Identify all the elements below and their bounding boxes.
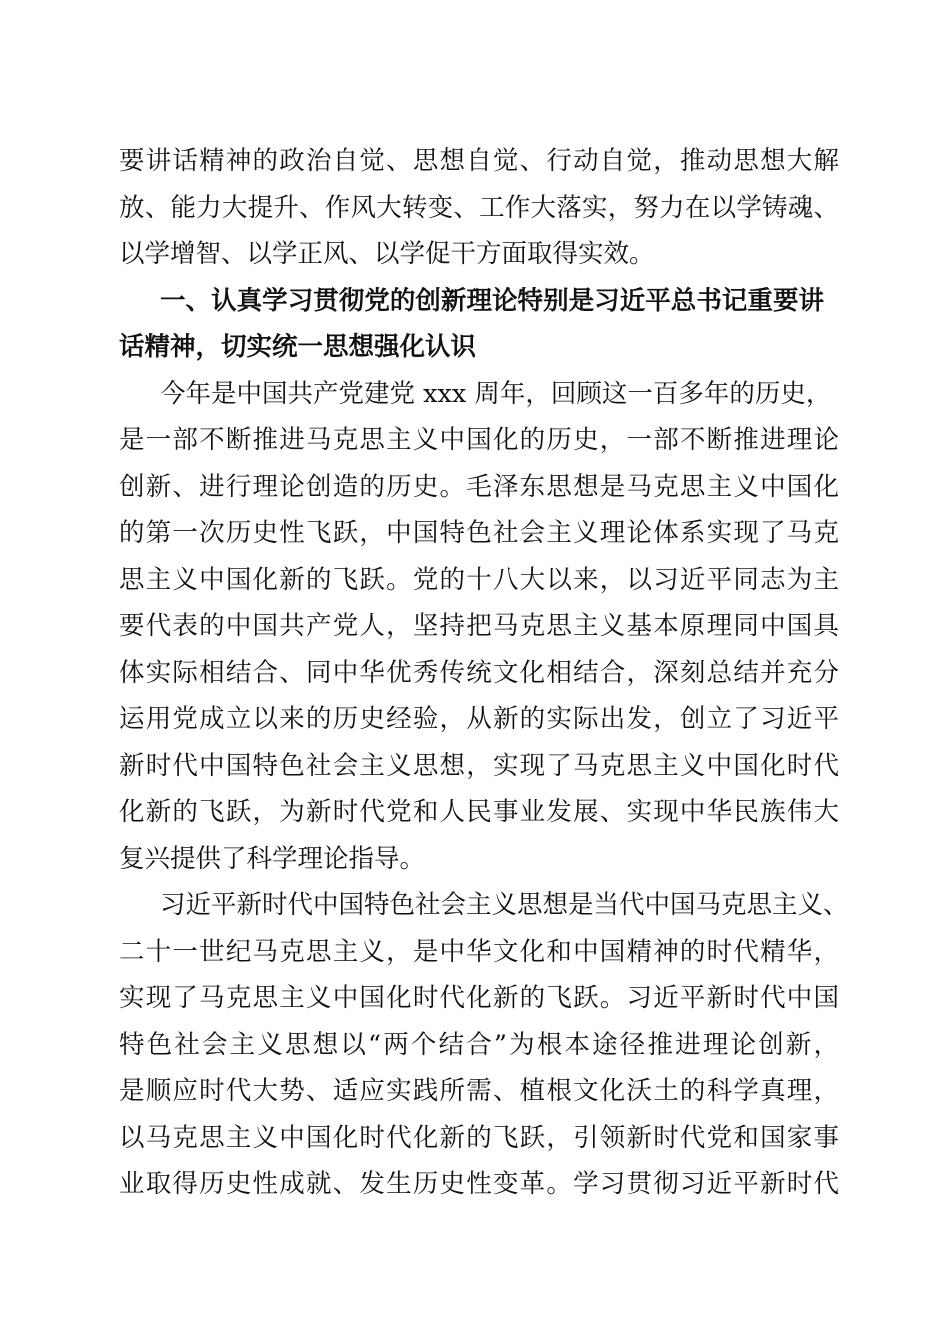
paragraph-line: 今年是中国共产党建党 xxx 周年，回顾这一百多年的历史， <box>160 379 832 409</box>
paragraph-line: 的第一次历史性飞跃，中国特色社会主义理论体系实现了马克 <box>119 518 839 548</box>
intro-line: 要讲话精神的政治自觉、思想自觉、行动自觉，推动思想大解 <box>119 146 839 176</box>
paragraph-line: 体实际相结合、同中华优秀传统文化相结合，深刻总结并充分 <box>119 658 839 688</box>
section-heading-line: 一、认真学习贯彻党的创新理论特别是习近平总书记重要讲 <box>160 286 824 316</box>
paragraph-line: 实现了马克思主义中国化时代化新的飞跃。习近平新时代中国 <box>119 983 839 1013</box>
paragraph-line: 复兴提供了科学理论指导。 <box>119 844 426 874</box>
paragraph-line: 运用党成立以来的历史经验，从新的实际出发，创立了习近平 <box>119 704 839 734</box>
paragraph-line: 以马克思主义中国化时代化新的飞跃，引领新时代党和国家事 <box>119 1123 839 1153</box>
intro-line: 以学增智、以学正风、以学促干方面取得实效。 <box>119 239 655 269</box>
paragraph-line: 二十一世纪马克思主义，是中华文化和中国精神的时代精华， <box>119 937 839 967</box>
paragraph-line: 习近平新时代中国特色社会主义思想是当代中国马克思主义、 <box>160 890 849 920</box>
paragraph-line: 新时代中国特色社会主义思想，实现了马克思主义中国化时代 <box>119 751 839 781</box>
paragraph-line: 思主义中国化新的飞跃。党的十八大以来，以习近平同志为主 <box>119 565 839 595</box>
paragraph-line: 是一部不断推进马克思主义中国化的历史，一部不断推进理论 <box>119 425 839 455</box>
paragraph-line: 创新、进行理论创造的历史。毛泽东思想是马克思主义中国化 <box>119 472 839 502</box>
paragraph-line: 业取得历史性成就、发生历史性变革。学习贯彻习近平新时代 <box>119 1169 839 1199</box>
intro-line: 放、能力大提升、作风大转变、工作大落实，努力在以学铸魂、 <box>119 193 839 223</box>
paragraph-line: 特色社会主义思想以“两个结合”为根本途径推进理论创新， <box>119 1030 839 1060</box>
paragraph-line: 要代表的中国共产党人，坚持把马克思主义基本原理同中国具 <box>119 611 839 641</box>
paragraph-line: 是顺应时代大势、适应实践所需、植根文化沃土的科学真理， <box>119 1076 839 1106</box>
section-heading-line: 话精神，切实统一思想强化认识 <box>119 332 477 362</box>
paragraph-line: 化新的飞跃，为新时代党和人民事业发展、实现中华民族伟大 <box>119 797 839 827</box>
